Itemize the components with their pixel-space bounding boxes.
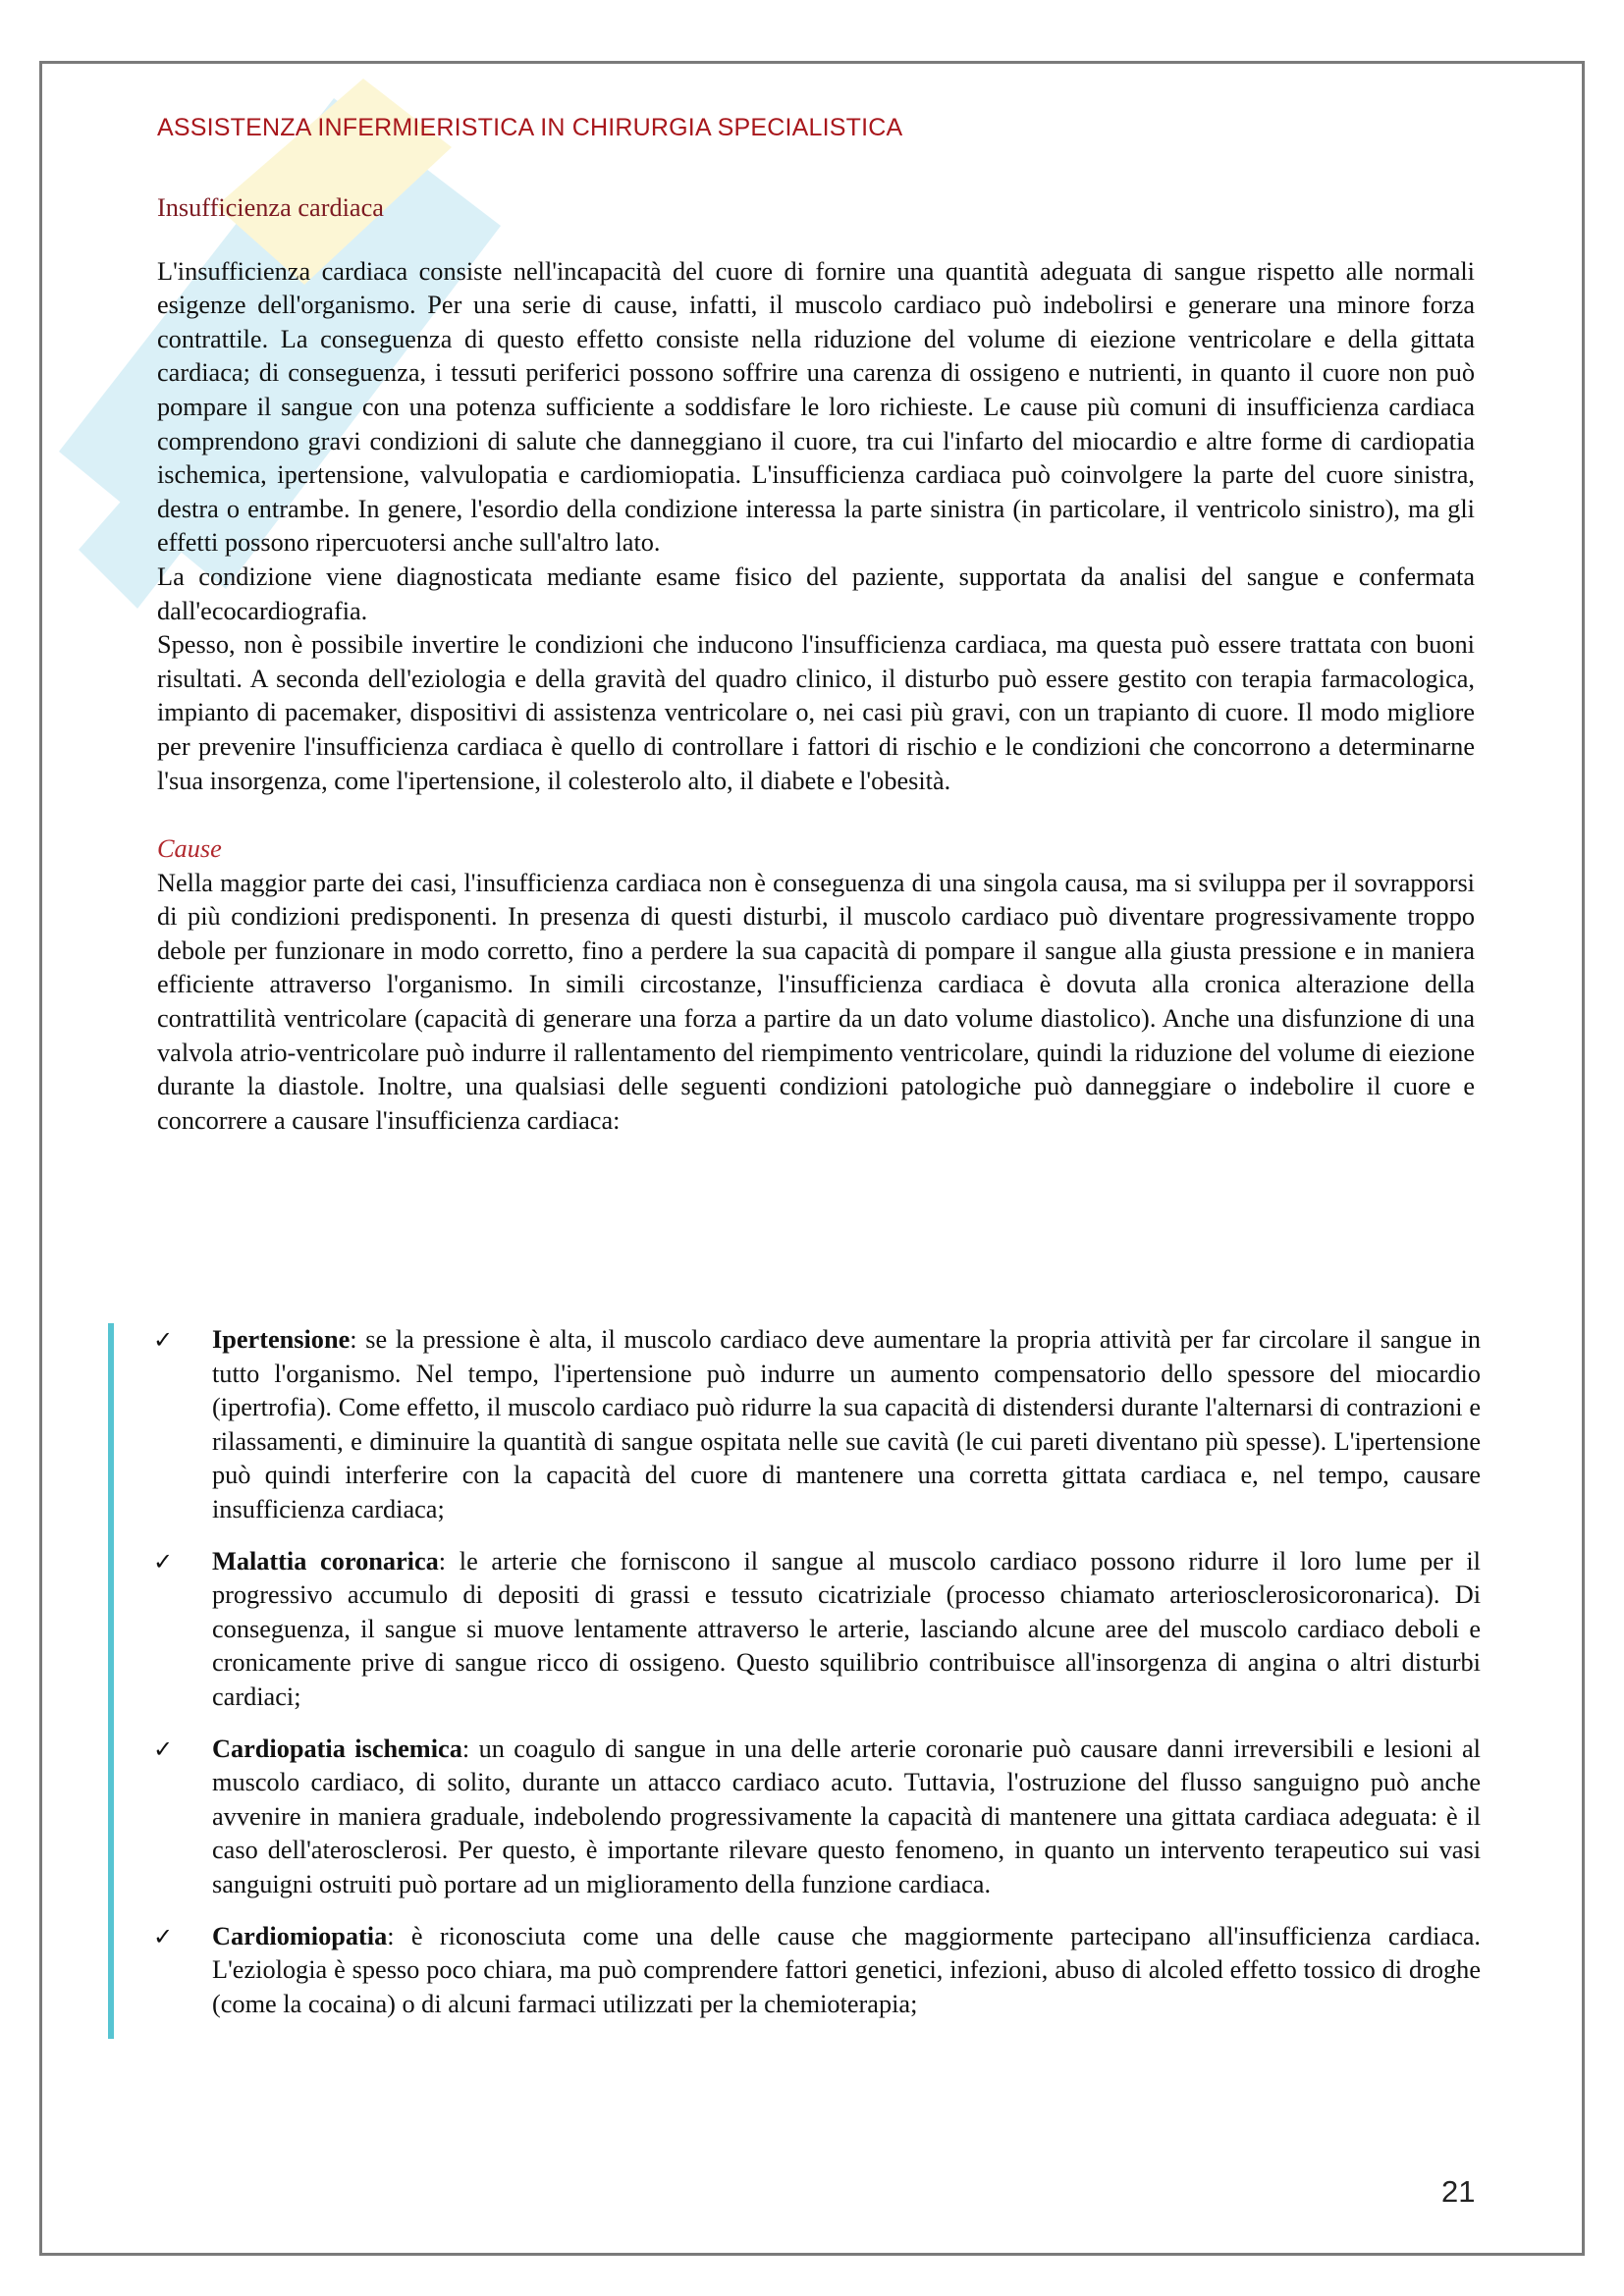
cause-list	[108, 1323, 1481, 2039]
list-item	[114, 1323, 1481, 1527]
paragraph: La condizione viene diagnosticata mediante esame fisico del paziente, supportata da analisi del sangue e confermata dall'ecocardiografia.	[157, 561, 1475, 625]
section-title: Insufficienza cardiaca	[157, 193, 384, 222]
list-item	[114, 1733, 1481, 1902]
item-term: Malattia coronarica	[212, 1546, 439, 1575]
paragraph: Nella maggior parte dei casi, l'insufficienza cardiaca non è conseguenza di una singola causa, ma si sviluppa per il sovrapporsi di più condizioni predisponenti. In presenza di questi disturbi, il muscolo cardiaco può diventare progressivamente troppo debole per funzionare in modo corretto, fino a perdere la sua capacità di pompare il sangue alla giusta pressione e in maniera efficiente attraverso l'organismo. In simili circostanze, l'insufficienza cardiaca è dovuta alla cronica alterazione della contrattilità ventricolare (capacità di generare una forza a partire da un dato volume diastolico). Anche una disfunzione di una valvola atrio-ventricolare può indurre il rallentamento del riempimento ventricolare, quindi la riduzione del volume di eiezione durante la diastole. Inoltre, una qualsiasi delle seguenti condizioni patologiche può danneggiare o indebolire il cuore e concorrere a causare l'insufficienza cardiaca:	[157, 868, 1475, 1135]
page-number: 21	[1441, 2174, 1476, 2209]
item-text: : le arterie che forniscono il sangue al muscolo cardiaco possono ridurre il loro lume per il progressivo accumulo di depositi di grassi e tessuto cicatriziale (processo chiamato arteriosclerosicoronarica). Di conseguenza, il sangue si muove lentamente attraverso le arterie, lasciando alcune aree del muscolo cardiaco deboli e cronicamente prive di sangue ricco di ossigeno. Questo squilibrio contribuisce all'insorgenza di angina o altri disturbi cardiaci;	[212, 1546, 1481, 1711]
subsection-title: Cause	[157, 834, 222, 864]
item-text: : se la pressione è alta, il muscolo cardiaco deve aumentare la propria attività per far circolare il sangue in tutto l'organismo. Nel tempo, l'ipertensione può indurre un aumento compensatorio dello spessore del miocardio (ipertrofia). Come effetto, il muscolo cardiaco può ridurre la sua capacità di distendersi durante l'alternarsi di contrazioni e rilassamenti, e diminuire la quantità di sangue ospitata nelle sue cavità (le cui pareti diventano più spesse). L'ipertensione può quindi interferire con la capacità del cuore di mantenere una corretta gittata cardiaca e, nel tempo, causare insufficienza cardiaca;	[212, 1325, 1481, 1523]
running-header: ASSISTENZA INFERMIERISTICA IN CHIRURGIA SPECIALISTICA	[157, 114, 903, 141]
item-term: Cardiomiopatia	[212, 1921, 388, 1950]
item-text: : è riconosciuta come una delle cause che maggiormente partecipano all'insufficienza cardiaca. L'eziologia è spesso poco chiara, ma può comprendere fattori genetici, infezioni, abuso di alcoled effetto tossico di droghe (come la cocaina) o di alcuni farmaci utilizzati per la chemioterapia;	[212, 1921, 1481, 2018]
check-icon: ✓	[152, 1547, 174, 1575]
main-content	[157, 191, 1475, 1138]
check-icon: ✓	[152, 1735, 174, 1763]
item-term: Ipertensione	[212, 1325, 351, 1354]
check-icon: ✓	[152, 1326, 174, 1354]
list-item	[114, 1545, 1481, 1715]
check-icon: ✓	[152, 1922, 174, 1950]
item-term: Cardiopatia ischemica	[212, 1734, 462, 1763]
paragraph: Spesso, non è possibile invertire le condizioni che inducono l'insufficienza cardiaca, ma questa può essere trattata con buoni risultati. A seconda dell'eziologia e della gravità del quadro clinico, il disturbo può essere gestito con terapia farmacologica, impianto di pacemaker, dispositivi di assistenza ventricolare o, nei casi più gravi, con un trapianto di cuore. Il modo migliore per prevenire l'insufficienza cardiaca è quello di controllare i fattori di rischio e le condizioni che concorrono a determinarne l'sua insorgenza, come l'ipertensione, il colesterolo alto, il diabete e l'obesità.	[157, 630, 1475, 795]
paragraph: L'insufficienza cardiaca consiste nell'incapacità del cuore di fornire una quantità adeguata di sangue rispetto alle normali esigenze dell'organismo. Per una serie di cause, infatti, il muscolo cardiaco può indebolirsi e generare una minore forza contrattile. La conseguenza di questo effetto consiste nella riduzione del volume di eiezione ventricolare e della gittata cardiaca; di conseguenza, i tessuti periferici possono soffrire una carenza di ossigeno e nutrienti, in quanto il cuore non può pompare il sangue con una potenza sufficiente a soddisfare le loro richieste. Le cause più comuni di insufficienza cardiaca comprendono gravi condizioni di salute che danneggiano il cuore, tra cui l'infarto del miocardio e altre forme di cardiopatia ischemica, ipertensione, valvulopatia e cardiomiopatia. L'insufficienza cardiaca può coinvolgere la parte del cuore sinistra, destra o entrambe. In genere, l'esordio della condizione interessa la parte sinistra (in particolare, il ventricolo sinistro), ma gli effetti possono ripercuotersi anche sull'altro lato.	[157, 256, 1475, 558]
list-item	[114, 1920, 1481, 2022]
item-text: : un coagulo di sangue in una delle arterie coronarie può causare danni irreversibili e lesioni al muscolo cardiaco, di solito, durante un attacco cardiaco acuto. Tuttavia, l'ostruzione del flusso sanguigno può anche avvenire in maniera graduale, indebolendo progressivamente la capacità di mantenere una gittata cardiaca adeguata: è il caso dell'aterosclerosi. Per questo, è importante rilevare questo fenomeno, in quanto un intervento terapeutico sui vasi sanguigni ostruiti può portare ad un miglioramento della funzione cardiaca.	[212, 1734, 1481, 1898]
